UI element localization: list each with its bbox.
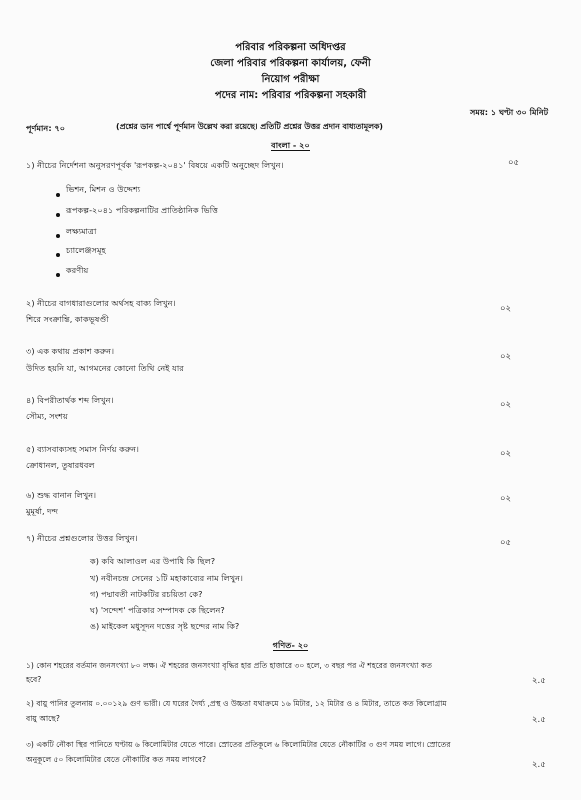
q1-bullet-3: লক্ষ্যমাত্রা <box>66 226 97 236</box>
question-6-marks: ০২ <box>500 494 512 504</box>
question-3-items: উদিত হয়নি যা, আগমনের কোনো তিথি নেই যার <box>26 363 184 373</box>
office-name: জেলা পরিবার পরিকল্পনা কার্যালয়, ফেনী <box>210 58 371 69</box>
bullet-icon <box>56 234 60 238</box>
bullet-icon <box>56 193 60 197</box>
math-question-1-marks: ২.৫ <box>532 676 546 686</box>
question-3-text: ৩) এক কথায় প্রকাশ করুন। <box>26 346 114 356</box>
bullet-icon <box>56 253 60 257</box>
q1-bullet-4: চ্যালেঞ্জসমূহ <box>66 245 106 255</box>
math-question-3-line1: ৩) একটি নৌকা স্থির পানিতে ঘণ্টায় ৬ কিলোমিটার যেতে পারে। স্রোতের প্রতিকূলে ৬ কিলোমিটার যেতে নৌকাটির ৩ গুণ সময় লাগে। স্রোতের <box>26 740 451 749</box>
q7-item-gha: ঘ) 'সন্দেশ' পত্রিকার সম্পাদক কে ছিলেন? <box>90 605 225 615</box>
q7-item-ka: ক) কবি আলাওল এর উপাধি কি ছিল? <box>90 556 216 566</box>
bullet-icon <box>56 273 60 277</box>
question-2-items: শিরে সংক্রান্তি, কাকভূষণ্ডী <box>26 314 109 324</box>
section-heading-bangla-text: বাংলা - ২০ <box>271 140 310 150</box>
question-7-text: ৭) নীচের প্রশ্নগুলোর উত্তর লিখুন। <box>26 533 138 543</box>
math-question-2-marks: ২.৫ <box>532 715 546 725</box>
q1-bullet-5: করণীয় <box>66 265 89 275</box>
math-question-3-line2: অনুকূলে ৫০ কিলোমিটার যেতে নৌকাটির কত সময় লাগবে? <box>26 755 207 764</box>
section-heading-math-text: গণিত- ২০ <box>272 640 309 650</box>
department-title: পরিবার পরিকল্পনা অধিদপ্তর <box>235 42 346 53</box>
math-question-2-line2: বায়ু আছে? <box>26 714 60 723</box>
q7-item-kha: খ) নবীনচন্দ্র সেনের ১টি মহাকাব্যের নাম লিখুন। <box>90 573 243 583</box>
question-2-text: ২) নীচের বাগধারাগুলোর অর্থসহ বাক্য লিখুন। <box>26 298 176 308</box>
question-7-marks: ০৫ <box>500 538 512 548</box>
q1-bullet-2: রূপকল্প-২০৪১ পরিকল্পনাটির প্রাতিষ্ঠানিক ভিত্তি <box>66 205 218 215</box>
full-marks: পূর্ণমান: ৭০ <box>26 123 66 133</box>
question-1-text: ১) নীচের নির্দেশনা অনুসরণপূর্বক 'রূপকল্প-২০৪১' বিষয়ে একটি অনুচ্ছেদ লিখুন। <box>26 160 284 170</box>
question-6-items: মুমূর্ষা, দন্দ <box>26 506 59 516</box>
question-6-text: ৬) শুদ্ধ বানান লিখুন। <box>26 490 97 500</box>
question-5-marks: ০২ <box>500 449 512 459</box>
math-question-1-line1: ১) কোন শহরের বর্তমান জনসংখ্যা ৮০ লক্ষ। ঐ শহরের জনসংখ্যা বৃদ্ধির হার প্রতি হাজারে ৩০ হলে, ৩ বছর পর ঐ শহরের জনসংখ্যা কত <box>26 661 433 670</box>
question-5-text: ৫) ব্যাসবাক্যসহ সমাস নির্ণয় করুন। <box>26 444 139 454</box>
bullet-icon <box>56 213 60 217</box>
question-1-marks: ০৫ <box>508 158 520 168</box>
question-3-marks: ০২ <box>500 352 512 362</box>
q7-item-umo: ঙ) মাইকেল মধুসূদন দত্তের সৃষ্ট ছন্দের নাম কি? <box>90 621 240 631</box>
exam-time: সময়: ১ ঘণ্টা ৩০ মিনিট <box>470 107 549 117</box>
section-heading-bangla <box>0 140 581 153</box>
exam-title: নিয়োগ পরীক্ষা <box>261 74 320 85</box>
q7-item-ga: গ) পদ্মাবতী নাটকটির রচয়িতা কে? <box>90 589 203 599</box>
question-4-text: ৪) বিপরীতার্থক শব্দ লিখুন। <box>26 395 114 405</box>
question-4-items: সৌম্য, সংশয় <box>26 411 68 421</box>
q1-bullet-1: ভিশন, মিশন ও উদ্দেশ্য <box>66 184 141 194</box>
question-4-marks: ০২ <box>500 400 512 410</box>
question-5-items: ক্রোধানল, তুষারধবল <box>26 460 95 470</box>
math-question-2-line1: ২) বায়ু পানির তুলনায় ০.০০১২৯ গুণ ভারী। যে ঘরের দৈর্ঘ্য ,প্রস্থ ও উচ্চতা যথাক্রমে ১৬ মিটার, ১২ মিটার ও ৪ মিটার, তাতে কত কিলোগ্রাম <box>26 699 447 708</box>
question-2-marks: ০২ <box>500 304 512 314</box>
section-heading-math <box>0 640 581 653</box>
instructions-note: (প্রশ্নের ডান পার্শ্বে পূর্ণমান উল্লেখ করা রয়েছে। প্রতিটি প্রশ্নের উত্তর প্রদান বাধ্যতামূলক) <box>116 122 383 131</box>
math-question-1-line2: হবে? <box>26 675 42 684</box>
math-question-3-marks: ২.৫ <box>532 760 546 770</box>
post-name: পদের নাম: পরিবার পরিকল্পনা সহকারী <box>214 90 367 101</box>
